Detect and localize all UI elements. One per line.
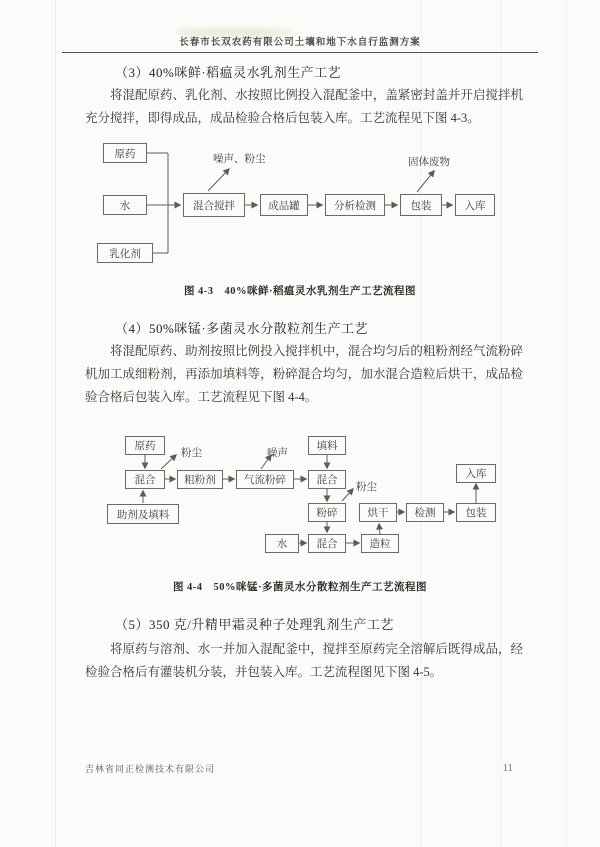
figure-4-3-caption: 图 4-3 40%咪鲜·稻瘟灵水乳剂生产工艺流程图 [183,286,417,297]
section-4-paragraph: 将混配原药、助剂按照比例投入搅拌机中，混合均匀后的粗粉剂经气流粉碎机加工成细粉剂，再添加填料等，粉碎混合均匀，加水混合造粒后烘干，成品检验合格后包装入库。工艺流程见下图 4-4。 [85,344,523,404]
flow2-node-coarse-powder: 粗粉剂 [177,470,223,489]
flow1-label-noise-dust: 噪声、粉尘 [213,154,266,165]
flow1-node-raw-material: 原药 [103,143,147,163]
flow2-node-raw-material: 原药 [125,436,165,455]
flow2-node-mix-2: 混合 [308,470,346,489]
page-header-title: 长春市长双农药有限公司土壤和地下水自行监测方案 [179,38,421,48]
flow2-node-granulate: 造粒 [361,534,399,553]
scan-streak [565,0,567,847]
flow2-node-warehouse: 入库 [456,464,496,483]
section-3-paragraph: 将混配原药、乳化剂、水按照比例投入混配釜中，盖紧密封盖并开启搅拌机充分搅拌，即得成品，成品检验合格后包装入库。工艺流程见下图 4-3。 [85,88,523,125]
scan-fold-line [55,0,56,847]
flow2-label-noise: 噪声 [267,448,288,459]
flow1-node-mix-stir: 混合搅拌 [183,193,245,217]
flowchart-4-4 [95,428,505,576]
flow2-node-mix-3: 混合 [308,534,346,553]
header-rule [62,52,538,53]
flow1-node-warehouse: 入库 [455,194,495,216]
flow2-node-mix-1: 混合 [125,470,165,489]
flow2-node-crush: 粉碎 [308,503,346,522]
flow1-node-emulsifier: 乳化剂 [97,243,153,263]
flow2-node-packing: 包装 [456,503,496,522]
flow2-node-auxiliary-filler: 助剂及填料 [107,504,179,524]
flow2-node-dry: 烘干 [359,503,397,522]
flow2-node-jet-mill: 气流粉碎 [236,470,294,489]
flow2-label-dust-1: 粉尘 [181,448,202,459]
section-5-paragraph: 将原药与溶剂、水一并加入混配釜中，搅拌至原药完全溶解后既得成品，经检验合格后有灌装机分装，并包装入库。工艺流程图见下图 4-5。 [85,642,523,679]
flow1-node-water: 水 [103,195,147,215]
section-3-heading: （3）40%咪鲜·稻瘟灵水乳剂生产工艺 [115,65,342,80]
flow1-node-packing: 包装 [400,194,442,216]
footer-page-number: 11 [503,763,513,774]
footer-company-name: 吉林省同正检测技术有限公司 [85,764,216,774]
flow1-label-solid-waste: 固体废物 [408,157,450,168]
flow2-node-water: 水 [265,534,299,553]
flow2-node-filler: 填料 [308,436,346,455]
flowchart-4-3 [95,140,505,272]
flow2-node-test: 检测 [406,503,444,522]
section-4-heading: （4）50%咪锰·多菌灵水分散粒剂生产工艺 [115,321,369,336]
flow1-node-product-tank: 成品罐 [260,194,308,216]
figure-4-4-caption: 图 4-4 50%咪锰·多菌灵水分散粒剂生产工艺流程图 [172,582,428,593]
flow2-label-dust-2: 粉尘 [356,482,377,493]
section-5-heading: （5）350 克/升精甲霜灵种子处理乳剂生产工艺 [115,617,394,632]
flow1-node-analysis-test: 分析检测 [325,194,385,216]
